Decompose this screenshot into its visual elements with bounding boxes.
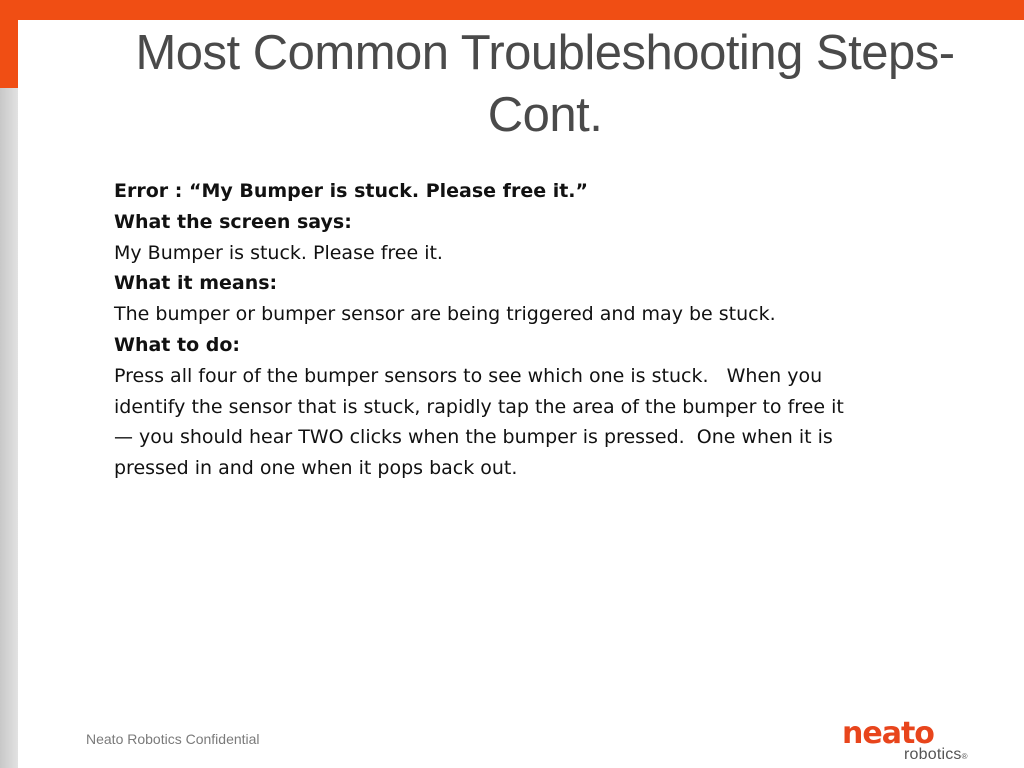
trademark-icon: ®	[961, 752, 968, 761]
logo-wordmark: neato	[842, 716, 934, 751]
title-line-1: Most Common Troubleshooting Steps-	[135, 26, 955, 80]
todo-line-4: pressed in and one when it pops back out.	[114, 457, 518, 480]
top-accent-bar	[0, 0, 1024, 20]
screen-heading: What the screen says:	[114, 210, 352, 233]
means-text: The bumper or bumper sensor are being triggered and may be stuck.	[114, 303, 776, 326]
title-line-2: Cont.	[487, 88, 603, 142]
left-accent-orange	[0, 0, 18, 88]
logo-subtext	[904, 746, 968, 766]
logo-subtext-label: robotics	[904, 746, 962, 763]
left-accent-gray	[0, 88, 18, 768]
error-line: Error : “My Bumper is stuck. Please free it.”	[114, 180, 589, 202]
screen-text: My Bumper is stuck. Please free it.	[114, 241, 443, 264]
slide-title	[40, 22, 1024, 146]
todo-heading: What to do:	[114, 333, 241, 356]
todo-line-2: identify the sensor that is stuck, rapidly tap the area of the bumper to free it	[114, 395, 844, 418]
footer-confidential: Neato Robotics Confidential	[86, 731, 260, 747]
neato-logo	[842, 716, 982, 766]
todo-line-3: — you should hear TWO clicks when the bumper is pressed. One when it is	[114, 426, 833, 449]
todo-line-1: Press all four of the bumper sensors to see which one is stuck. When you	[114, 364, 823, 387]
means-heading: What it means:	[114, 272, 278, 295]
slide-body	[114, 176, 914, 484]
